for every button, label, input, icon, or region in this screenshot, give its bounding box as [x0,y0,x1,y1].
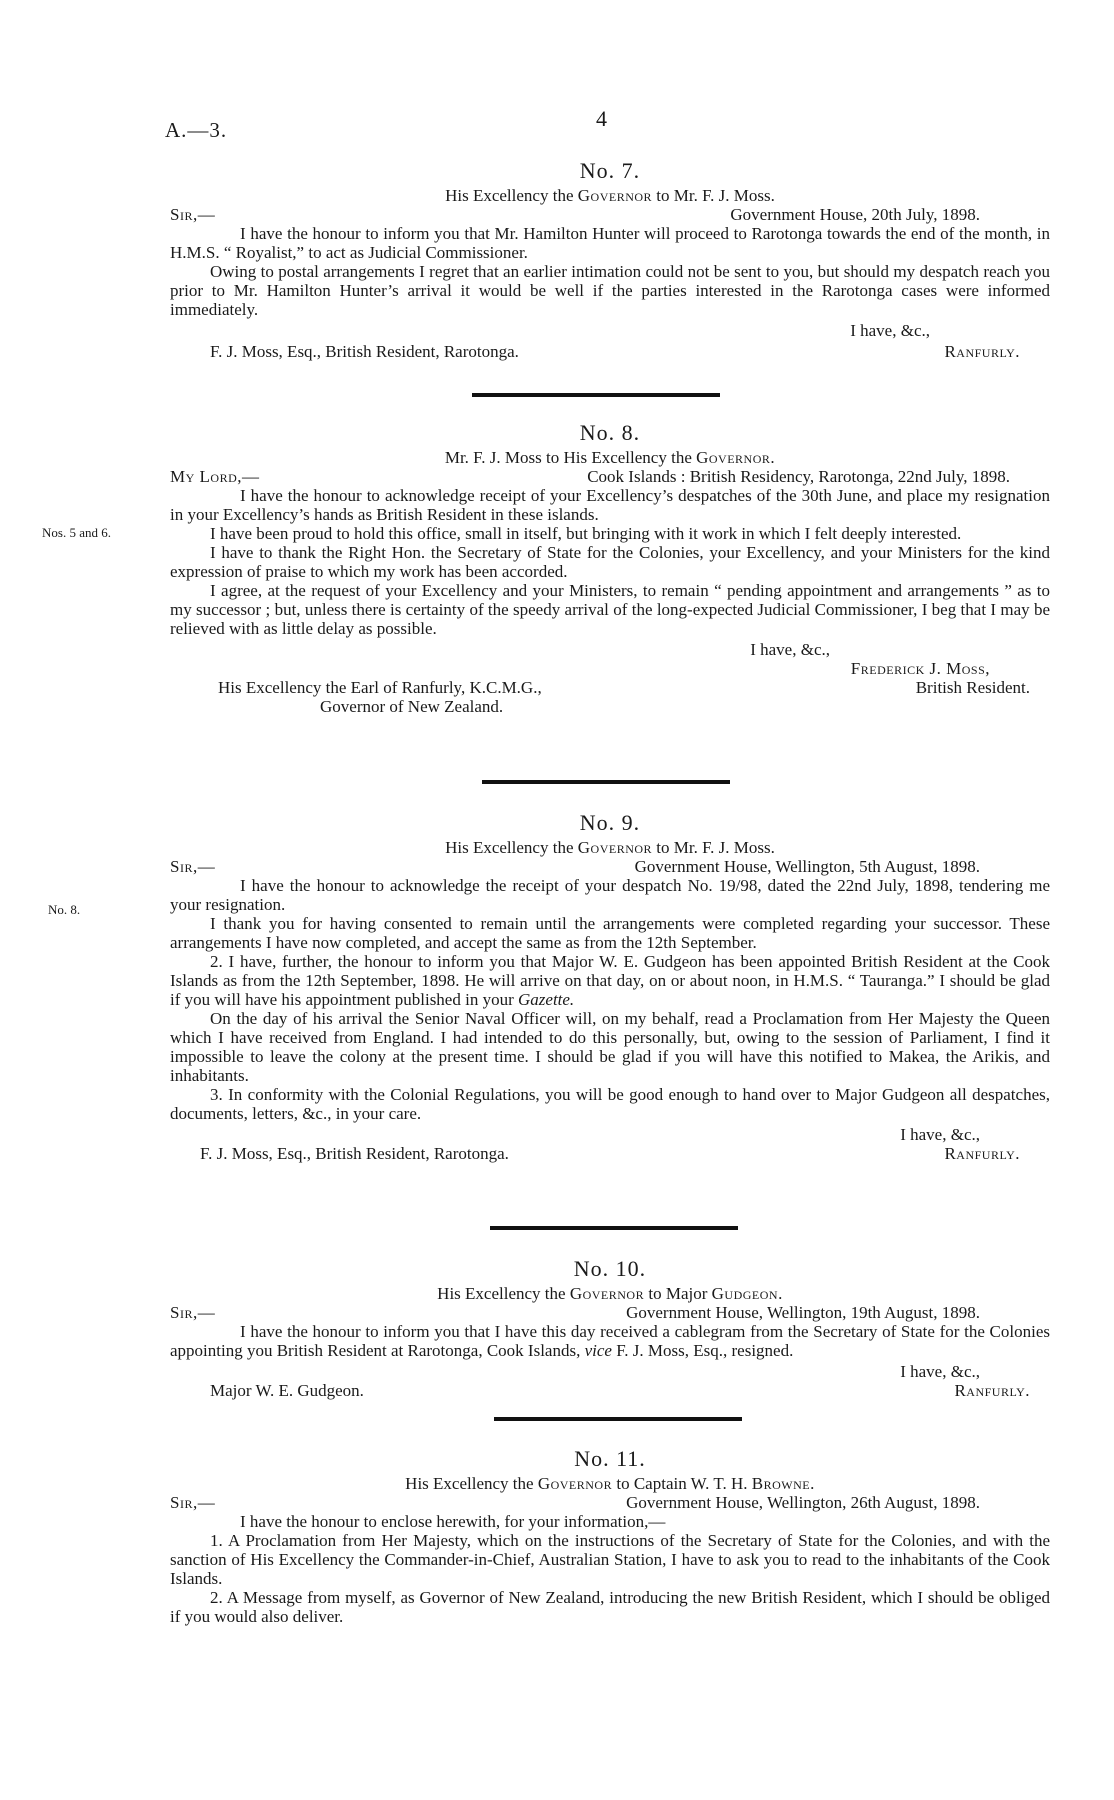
margin-note: Nos. 5 and 6. [42,525,111,540]
addressee-signature [170,678,1050,697]
signature: Ranfurly. [954,1381,1030,1400]
dateline: Government House, Wellington, 5th August, 1898. [634,857,980,876]
letter-no-9 [170,810,1050,1163]
dateline: Cook Islands : British Residency, Rarotonga, 22nd July, 1898. [587,467,1010,486]
paragraph: I have the honour to acknowledge the receipt of your despatch No. 19/98, dated the 22nd July, 1898, tendering me your resignation. [170,876,1050,914]
salutation-dateline [170,857,1050,876]
closing: I have, &c., [900,1125,980,1144]
closing: I have, &c., [900,1362,980,1381]
addressee: F. J. Moss, Esq., British Resident, Rarotonga. [200,1144,509,1163]
page-number: 4 [596,106,607,131]
salutation-dateline [170,467,1050,486]
salutation-dateline [170,1493,1050,1512]
letter-no-7 [170,158,1050,361]
salutation-dateline [170,205,1050,224]
paragraph: I have the honour to inform you that I have this day received a cablegram from the Secretary of State for the Colonies appointing you British Resident at Rarotonga, Cook Islands, vice F. J. Moss, Esq., resigned. [170,1322,1050,1360]
paragraph: Owing to postal arrangements I regret that an earlier intimation could not be sent to you, but should my despatch reach you prior to Mr. Hamilton Hunter’s arrival it would be well if the parties interested in the Rarotonga cases were informed immediately. [170,262,1050,319]
paragraph: 3. In conformity with the Colonial Regulations, you will be good enough to hand over to Major Gudgeon all despatches, documents, letters, &c., in your care. [170,1085,1050,1123]
document-reference: A.—3. [165,118,228,142]
letter-heading: His Excellency the Governor to Major Gudgeon. [437,1284,783,1303]
salutation: Sir,— [170,857,216,876]
addressee-signature [170,342,1050,361]
addressee-signature [170,1381,1050,1400]
salutation: Sir,— [170,1303,216,1322]
signature: Frederick J. Moss, [850,659,990,678]
salutation-dateline [170,1303,1050,1322]
paragraph: I have the honour to enclose herewith, for your information,— [240,1512,666,1531]
letter-heading: His Excellency the Governor to Captain W. T. H. Browne. [405,1474,815,1493]
signature: Ranfurly. [944,1144,1020,1163]
closing: I have, &c., [750,640,830,659]
addressee: F. J. Moss, Esq., British Resident, Rarotonga. [210,342,519,361]
section-divider [482,780,730,784]
letter-heading: His Excellency the Governor to Mr. F. J. Moss. [445,838,775,857]
letter-title: No. 9. [579,810,641,835]
letter-title: No. 11. [574,1446,646,1471]
paragraph: 2. A Message from myself, as Governor of New Zealand, introducing the new British Resident, which I should be obliged if you would also deliver. [170,1588,1050,1626]
addressee: His Excellency the Earl of Ranfurly, K.C.M.G., [218,678,542,697]
dateline: Government House, Wellington, 19th August, 1898. [626,1303,980,1322]
paragraph: 1. A Proclamation from Her Majesty, which on the instructions of the Secretary of State for the Colonies, and with the sanction of His Excellency the Commander-in-Chief, Australian Station, I have to ask you to read to the inhabitants of the Cook Islands. [170,1531,1050,1588]
addressee: Major W. E. Gudgeon. [210,1381,364,1400]
paragraph: I thank you for having consented to remain until the arrangements were completed regarding your successor. These arrangements I have now completed, and accept the same as from the 12th September. [170,914,1050,952]
letter-heading: His Excellency the Governor to Mr. F. J. Moss. [445,186,775,205]
dateline: Government House, 20th July, 1898. [730,205,980,224]
letter-no-10 [170,1256,1050,1400]
paragraph: I have the honour to inform you that Mr. Hamilton Hunter will proceed to Rarotonga towards the end of the month, in H.M.S. “ Royalist,” to act as Judicial Commissioner. [170,224,1050,262]
signature: Ranfurly. [944,342,1020,361]
salutation: Sir,— [170,1493,216,1512]
paragraph: I have the honour to acknowledge receipt of your Excellency’s despatches of the 30th June, and place my resignation in your Excellency’s hands as British Resident in these islands. [170,486,1050,524]
margin-note: No. 8. [48,902,81,917]
closing: I have, &c., [850,321,930,340]
paragraph: I agree, at the request of your Excellency and your Ministers, to remain “ pending appointment and arrangements ” as to my successor ; but, unless there is certainty of the speedy arrival of the long-expected Judicial Commissioner, I beg that I may be relieved with as little delay as possible. [170,581,1050,638]
dateline: Government House, Wellington, 26th August, 1898. [626,1493,980,1512]
paragraph: I have been proud to hold this office, small in itself, but bringing with it work in which I felt deeply interested. [210,524,962,543]
paragraph: 2. I have, further, the honour to inform you that Major W. E. Gudgeon has been appointed British Resident at the Cook Islands as from the 12th September, 1898. He will arrive on that day, on or about noon, in H.M.S. “ Tauranga.” I should be glad if you will have his appointment published in your Gazette. [170,952,1050,1009]
signature-title: British Resident. [915,678,1030,697]
addressee: Governor of New Zealand. [320,697,504,716]
letter-no-8 [170,420,1050,716]
letter-title: No. 8. [579,420,641,445]
addressee-signature [170,1144,1050,1163]
paragraph: I have to thank the Right Hon. the Secretary of State for the Colonies, your Excellency, and your Ministers for the kind expression of praise to which my work has been accorded. [170,543,1050,581]
letter-heading: Mr. F. J. Moss to His Excellency the Governor. [444,448,776,467]
section-divider [472,393,720,397]
section-divider [494,1417,742,1421]
paragraph: On the day of his arrival the Senior Naval Officer will, on my behalf, read a Proclamation from Her Majesty the Queen which I have received from England. I had intended to do this personally, but, owing to the session of Parliament, I find it impossible to leave the colony at the present time. I should be glad if you will have this notified to Makea, the Arikis, and inhabitants. [170,1009,1050,1085]
letter-title: No. 10. [573,1256,647,1281]
letter-title: No. 7. [579,158,641,183]
letter-no-11 [170,1446,1050,1626]
section-divider [490,1226,738,1230]
salutation: My Lord,— [170,467,260,486]
salutation: Sir,— [170,205,216,224]
